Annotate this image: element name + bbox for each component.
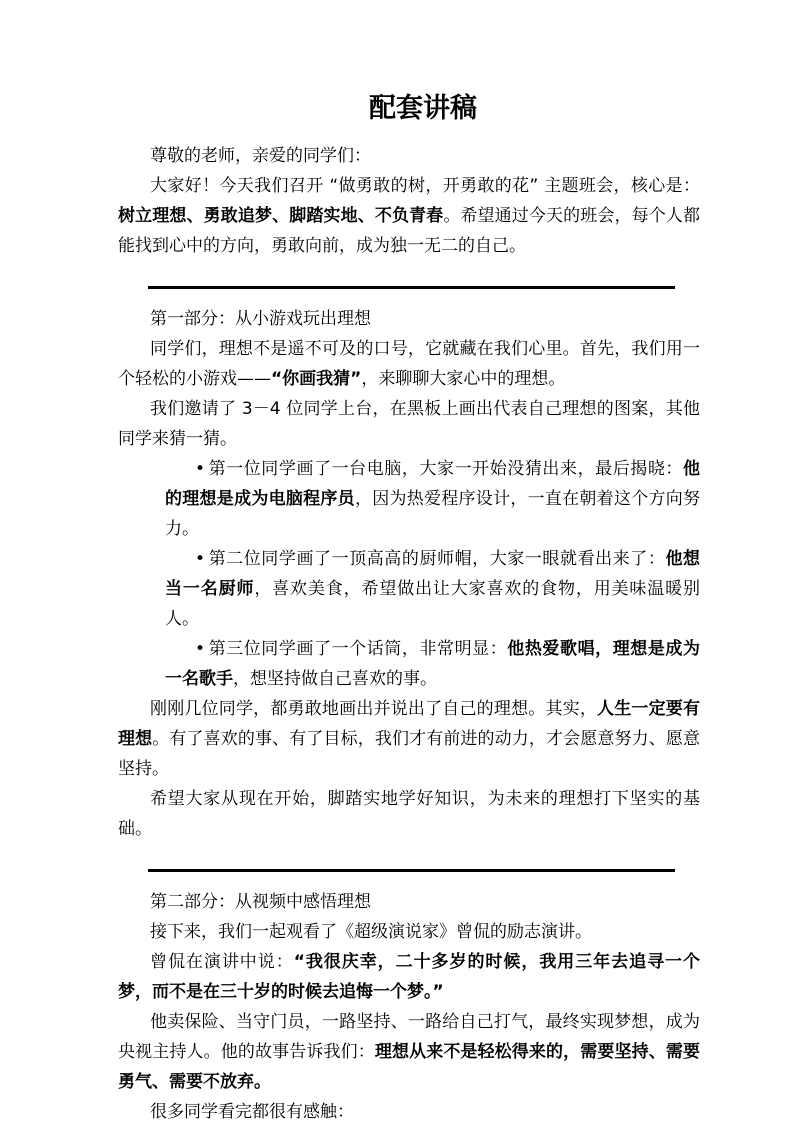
paragraph-video-intro: 接下来，我们一起观看了《超级演说家》曾侃的励志演讲。 (150, 922, 592, 942)
paragraph-hope: 希望大家从现在开始，脚踏实地学好知识，为未来的理想打下坚实的基础。 (118, 789, 700, 839)
bullet-icon: • (195, 549, 206, 569)
paragraph-summary: 刚刚几位同学，都勇敢地画出并说出了自己的理想。其实，人生一定要有理想。有了喜欢的事、有了目标，我们才有前进的动力，才会愿意努力、愿意坚持。 (118, 699, 701, 779)
section-heading-1: 第一部分：从小游戏玩出理想 (150, 309, 371, 329)
bullet-icon: • (195, 459, 206, 479)
paragraph-reaction: 很多同学看完都很有感触： (150, 1102, 354, 1122)
section-divider-1 (148, 286, 675, 289)
paragraph-invite: 我们邀请了 3－4 位同学上台，在黑板上画出代表自己理想的图案，其他同学来猜一猜。 (118, 399, 700, 449)
section-heading-2: 第二部分：从视频中感悟理想 (150, 892, 371, 912)
paragraph-game-intro: 同学们，理想不是遥不可及的口号，它就藏在我们心里。首先，我们用一个轻松的小游戏——“你画我猜”，来聊聊大家心中的理想。 (118, 339, 700, 389)
paragraph-quote: 曾侃在演讲中说：“我很庆幸，二十多岁的时候，我用三年去追寻一个梦，而不是在三十岁的时候去追悔一个梦。” (118, 952, 700, 1002)
bullet-item-1: • 第一位同学画了一台电脑，大家一开始没猜出来，最后揭晓：他的理想是成为电脑程序员，因为热爱程序设计，一直在朝着这个方向努力。 (165, 459, 701, 539)
bullet-item-3: • 第三位同学画了一个话筒，非常明显：他热爱歌唱，理想是成为一名歌手，想坚持做自己喜欢的事。 (165, 639, 700, 689)
section-divider-2 (148, 869, 675, 872)
document-title: 配套讲稿 (369, 93, 477, 124)
bullet-icon: • (195, 639, 206, 659)
document-content (118, 90, 700, 1123)
paragraph-intro: 大家好！今天我们召开 “做勇敢的树，开勇敢的花” 主题班会，核心是：树立理想、勇敢追梦、脚踏实地、不负青春。希望通过今天的班会，每个人都能找到心中的方向，勇敢向前，成为独一无二的自己。 (118, 176, 701, 256)
bullet-item-2: • 第二位同学画了一顶高高的厨师帽，大家一眼就看出来了：他想当一名厨师，喜欢美食，希望做出让大家喜欢的食物，用美味温暖别人。 (165, 549, 701, 629)
paragraph-story: 他卖保险、当守门员，一路坚持、一路给自己打气，最终实现梦想，成为央视主持人。他的故事告诉我们：理想从来不是轻松得来的，需要坚持、需要勇气、需要不放弃。 (118, 1012, 701, 1092)
paragraph-salutation: 尊敬的老师，亲爱的同学们： (150, 146, 371, 166)
